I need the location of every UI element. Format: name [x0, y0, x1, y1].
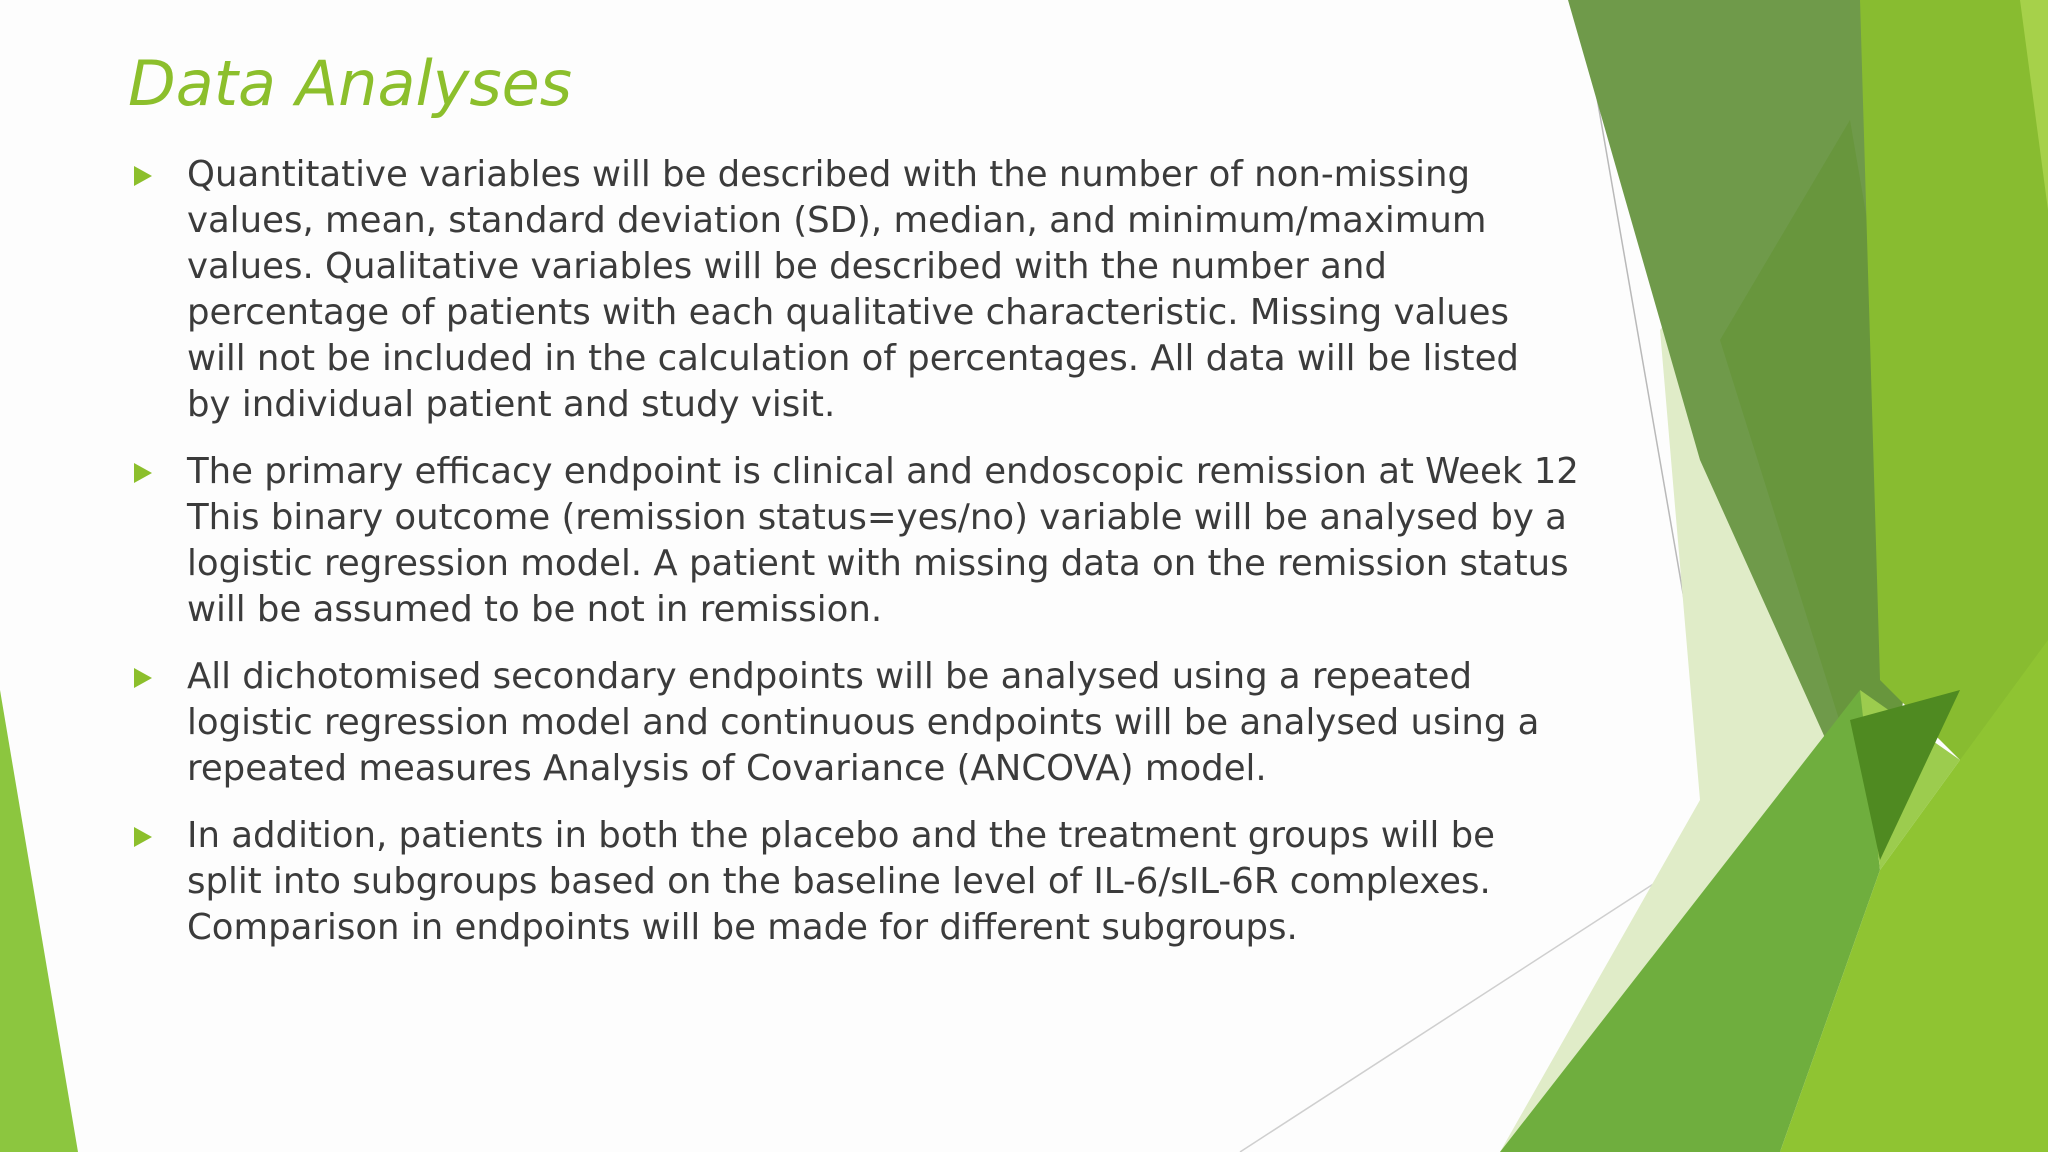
bullet-item-secondary-endpoints: [128, 654, 1558, 792]
bullet-arrow-icon: [134, 463, 152, 483]
bullet-text-line: values, mean, standard deviation (SD), median, and minimum/maximum: [187, 200, 1487, 241]
bullet-text-line: percentage of patients with each qualitative characteristic. Missing values: [187, 292, 1509, 333]
bullet-text-line: logistic regression model. A patient with missing data on the remission status: [187, 543, 1569, 584]
bullet-text-line: repeated measures Analysis of Covariance (ANCOVA) model.: [187, 748, 1267, 789]
bullet-text-line: In addition, patients in both the placebo and the treatment groups will be: [187, 815, 1495, 856]
bullet-text-line: split into subgroups based on the baseline level of IL-6/sIL-6R complexes.: [187, 861, 1491, 902]
bullet-text-line: Comparison in endpoints will be made for different subgroups.: [187, 907, 1298, 948]
bullet-text-line: All dichotomised secondary endpoints will be analysed using a repeated: [187, 656, 1473, 697]
bullet-arrow-icon: [134, 668, 152, 688]
slide-title: Data Analyses: [128, 47, 573, 120]
bullet-item-descriptive-statistics: [128, 152, 1558, 428]
bullet-text-line: values. Qualitative variables will be described with the number and: [187, 246, 1387, 287]
bullet-arrow-icon: [134, 827, 152, 847]
bullet-text-line: Quantitative variables will be described with the number of non-missing: [187, 154, 1471, 195]
bullet-arrow-icon: [134, 166, 152, 186]
bullet-text-line: The primary efficacy endpoint is clinical and endoscopic remission at Week 12: [187, 451, 1579, 492]
bullet-text-line: by individual patient and study visit.: [187, 384, 836, 425]
bullet-item-subgroups: [128, 813, 1558, 951]
bullet-list: [128, 152, 1579, 972]
bullet-text-line: logistic regression model and continuous endpoints will be analysed using a: [187, 702, 1540, 743]
bullet-text-line: will be assumed to be not in remission.: [187, 589, 883, 630]
bullet-text-line: This binary outcome (remission status=yes/no) variable will be analysed by a: [187, 497, 1567, 538]
bullet-item-primary-endpoint: [128, 449, 1579, 633]
bullet-text-line: will not be included in the calculation of percentages. All data will be listed: [187, 338, 1519, 379]
left-green-wedge: [0, 690, 78, 1152]
